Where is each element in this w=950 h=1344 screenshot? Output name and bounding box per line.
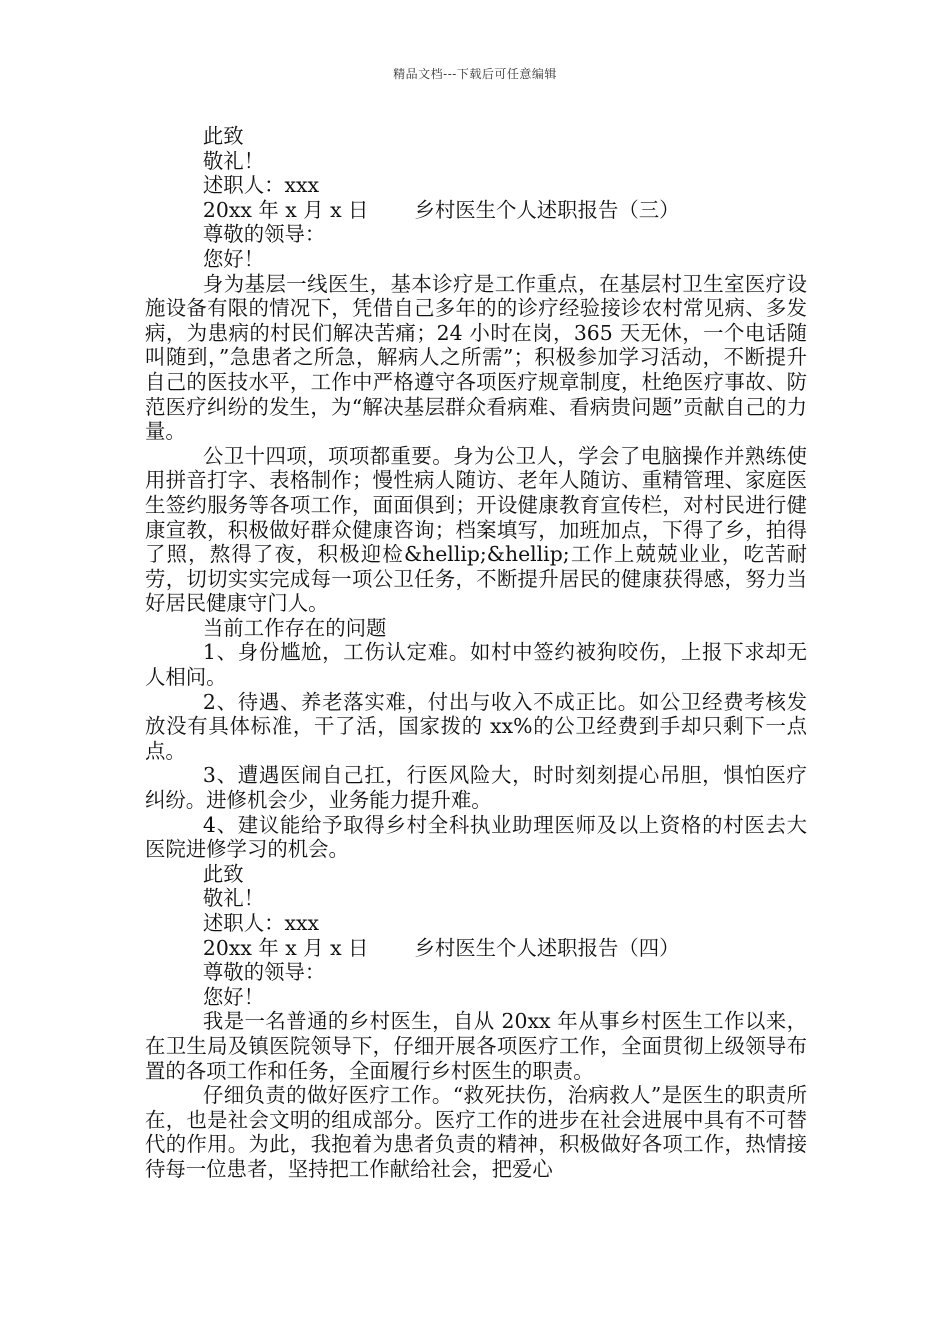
list-item: 3、遭遇医闹自己扛，行医风险大，时时刻刻提心吊胆，惧怕医疗纠纷。进修机会少，业务能力提升难。	[145, 763, 807, 813]
greeting: 您好！	[202, 246, 265, 271]
report-date: 20xx 年 x 月 x 日	[202, 935, 369, 960]
closing-line-2: 敬礼！	[202, 148, 265, 173]
paragraph: 身为基层一线医生，基本诊疗是工作重点，在基层村卫生室医疗设施设备有限的情况下，凭借自己多年的的诊疗经验接诊农村常见病、多发病，为患病的村民们解决苦痛；24 小时在岗，365 天无休，一个电话随叫随到，”急患者之所急，解病人之所需”；积极参加学习活动，不断提升自己的医技水平，工作中严格遵守各项医疗规章制度，杜绝医疗事故、防范医疗纠纷的发生，为“解决基层群众看病难、看病贵问题”贡献自己的力量。	[145, 271, 807, 444]
section-heading: 当前工作存在的问题	[202, 615, 387, 640]
closing-line-1: 此致	[202, 861, 244, 886]
salutation: 尊敬的领导：	[202, 222, 326, 247]
paragraph: 仔细负责的做好医疗工作。“救死扶伤，治病救人”是医生的职责所在，也是社会文明的组成部分。医疗工作的进步在社会进展中具有不可替代的作用。为此，我抱着为患者负责的精神，积极做好各项工作，热情接待每一位患者，坚持把工作献给社会，把爱心	[145, 1083, 807, 1181]
report-date: 20xx 年 x 月 x 日	[202, 197, 369, 222]
list-item: 2、待遇、养老落实难，付出与收入不成正比。如公卫经费考核发放没有具体标准，干了活，国家拨的 xx%的公卫经费到手却只剩下一点点。	[145, 689, 807, 763]
date-title-line	[145, 198, 807, 223]
date-title-line	[145, 936, 807, 961]
paragraph: 我是一名普通的乡村医生，自从 20xx 年从事乡村医生工作以来，在卫生局及镇医院领导下，仔细开展各项医疗工作，全面贯彻上级领导布置的各项工作和任务，全面履行乡村医生的职责。	[145, 1009, 807, 1083]
signer-line: 述职人：xxx	[202, 173, 319, 198]
list-item: 1、身份尴尬，工伤认定难。如村中签约被狗咬伤，上报下求却无人相问。	[145, 640, 807, 690]
closing-line-2: 敬礼！	[202, 886, 265, 911]
report-title: 乡村医生个人述职报告（四）	[414, 935, 680, 960]
page-header: 精品文档---下载后可任意编辑	[393, 67, 557, 81]
document-body	[145, 124, 807, 1182]
report-title: 乡村医生个人述职报告（三）	[414, 197, 680, 222]
salutation: 尊敬的领导：	[202, 960, 326, 985]
list-item: 4、建议能给予取得乡村全科执业助理医师及以上资格的村医去大医院进修学习的机会。	[145, 812, 807, 862]
closing-line-1: 此致	[202, 124, 244, 148]
paragraph: 公卫十四项，项项都重要。身为公卫人，学会了电脑操作并熟练使用拼音打字、表格制作；慢性病人随访、老年人随访、重精管理、家庭医生签约服务等各项工作，面面俱到；开设健康教育宣传栏，对村民进行健康宣教，积极做好群众健康咨询；档案填写，加班加点，下得了乡，拍得了照，熬得了夜，积极迎检&hellip;&hellip;工作上兢兢业业，吃苦耐劳，切切实实完成每一项公卫任务，不断提升居民的健康获得感，努力当好居民健康守门人。	[145, 443, 807, 616]
signer-line: 述职人：xxx	[202, 911, 319, 935]
greeting: 您好！	[202, 984, 265, 1009]
